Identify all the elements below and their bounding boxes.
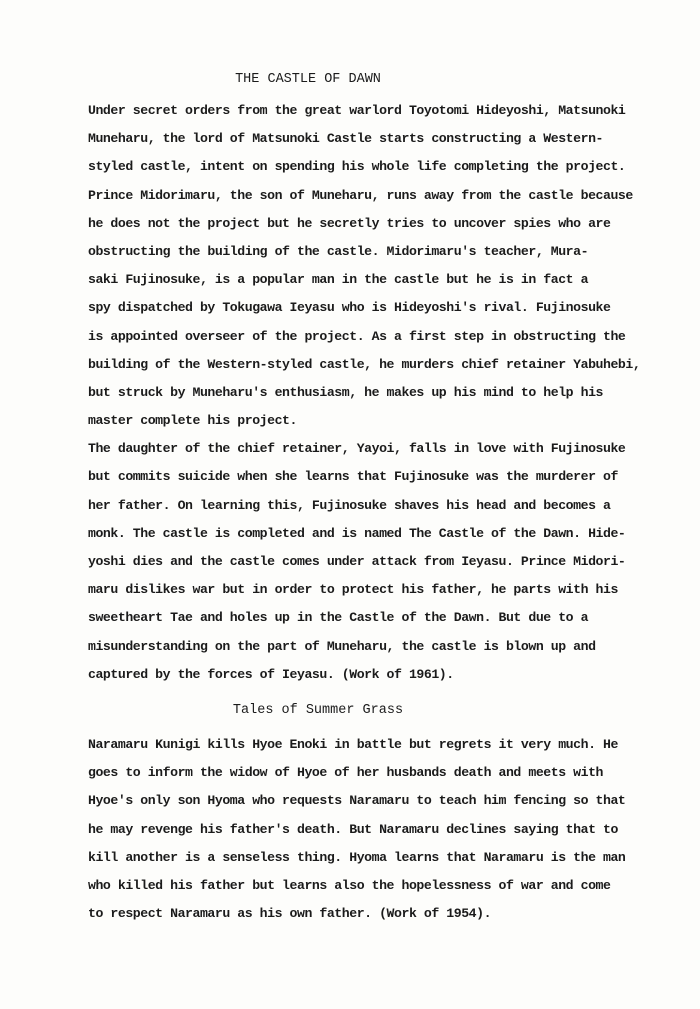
section-title-tales-of-summer-grass: Tales of Summer Grass	[232, 703, 404, 718]
text-line: maru dislikes war but in order to protect his father, he parts with his	[88, 582, 618, 598]
text-line: sweetheart Tae and holes up in the Castle of the Dawn. But due to a	[88, 610, 589, 626]
text-line: captured by the forces of Ieyasu. (Work of 1961).	[88, 666, 454, 682]
text-line: master complete his project.	[88, 413, 297, 429]
text-line: Hyoe's only son Hyoma who requests Naramaru to teach him fencing so that	[88, 793, 626, 809]
text-line: but struck by Muneharu's enthusiasm, he makes up his mind to help his	[88, 384, 604, 400]
text-line: styled castle, intent on spending his whole life completing the project.	[88, 159, 626, 175]
text-line: saki Fujinosuke, is a popular man in the castle but he is in fact a	[88, 272, 589, 288]
text-line: spy dispatched by Tokugawa Ieyasu who is Hideyoshi's rival. Fujinosuke	[88, 300, 611, 316]
text-line: but commits suicide when she learns that Fujinosuke was the murderer of	[88, 469, 618, 485]
text-line: yoshi dies and the castle comes under attack from Ieyasu. Prince Midori-	[88, 554, 626, 569]
text-line: to respect Naramaru as his own father. (Work of 1954).	[88, 906, 492, 922]
text-line: The daughter of the chief retainer, Yayoi, falls in love with Fujinosuke	[88, 441, 626, 457]
text-line: kill another is a senseless thing. Hyoma learns that Naramaru is the man	[88, 849, 626, 865]
text-line: Muneharu, the lord of Matsunoki Castle starts constructing a Western-	[88, 131, 604, 147]
text-line: is appointed overseer of the project. As a first step in obstructing the	[88, 328, 626, 344]
text-line: building of the Western-styled castle, he murders chief retainer Yabuhebi,	[88, 356, 641, 372]
synopsis-castle-of-dawn	[88, 97, 640, 689]
text-line: he may revenge his father's death. But Naramaru declines saying that to	[88, 821, 618, 837]
text-line: he does not the project but he secretly tries to uncover spies who are	[88, 215, 611, 231]
text-line: Under secret orders from the great warlord Toyotomi Hideyoshi, Matsunoki	[88, 103, 626, 118]
text-line: who killed his father but learns also the hopelessness of war and come	[88, 877, 611, 893]
text-line: goes to inform the widow of Hyoe of her husbands death and meets with	[88, 765, 604, 781]
text-line: Naramaru Kunigi kills Hyoe Enoki in battle but regrets it very much. He	[88, 737, 618, 752]
text-line: her father. On learning this, Fujinosuke shaves his head and becomes a	[88, 497, 611, 513]
text-line: misunderstanding on the part of Muneharu, the castle is blown up and	[88, 638, 596, 654]
synopsis-tales-of-summer-grass	[88, 731, 625, 928]
document-title: THE CASTLE OF DAWN	[235, 72, 381, 87]
text-line: obstructing the building of the castle. Midorimaru's teacher, Mura-	[88, 243, 589, 259]
text-line: monk. The castle is completed and is named The Castle of the Dawn. Hide-	[88, 525, 626, 541]
text-line: Prince Midorimaru, the son of Muneharu, runs away from the castle because	[88, 187, 633, 203]
